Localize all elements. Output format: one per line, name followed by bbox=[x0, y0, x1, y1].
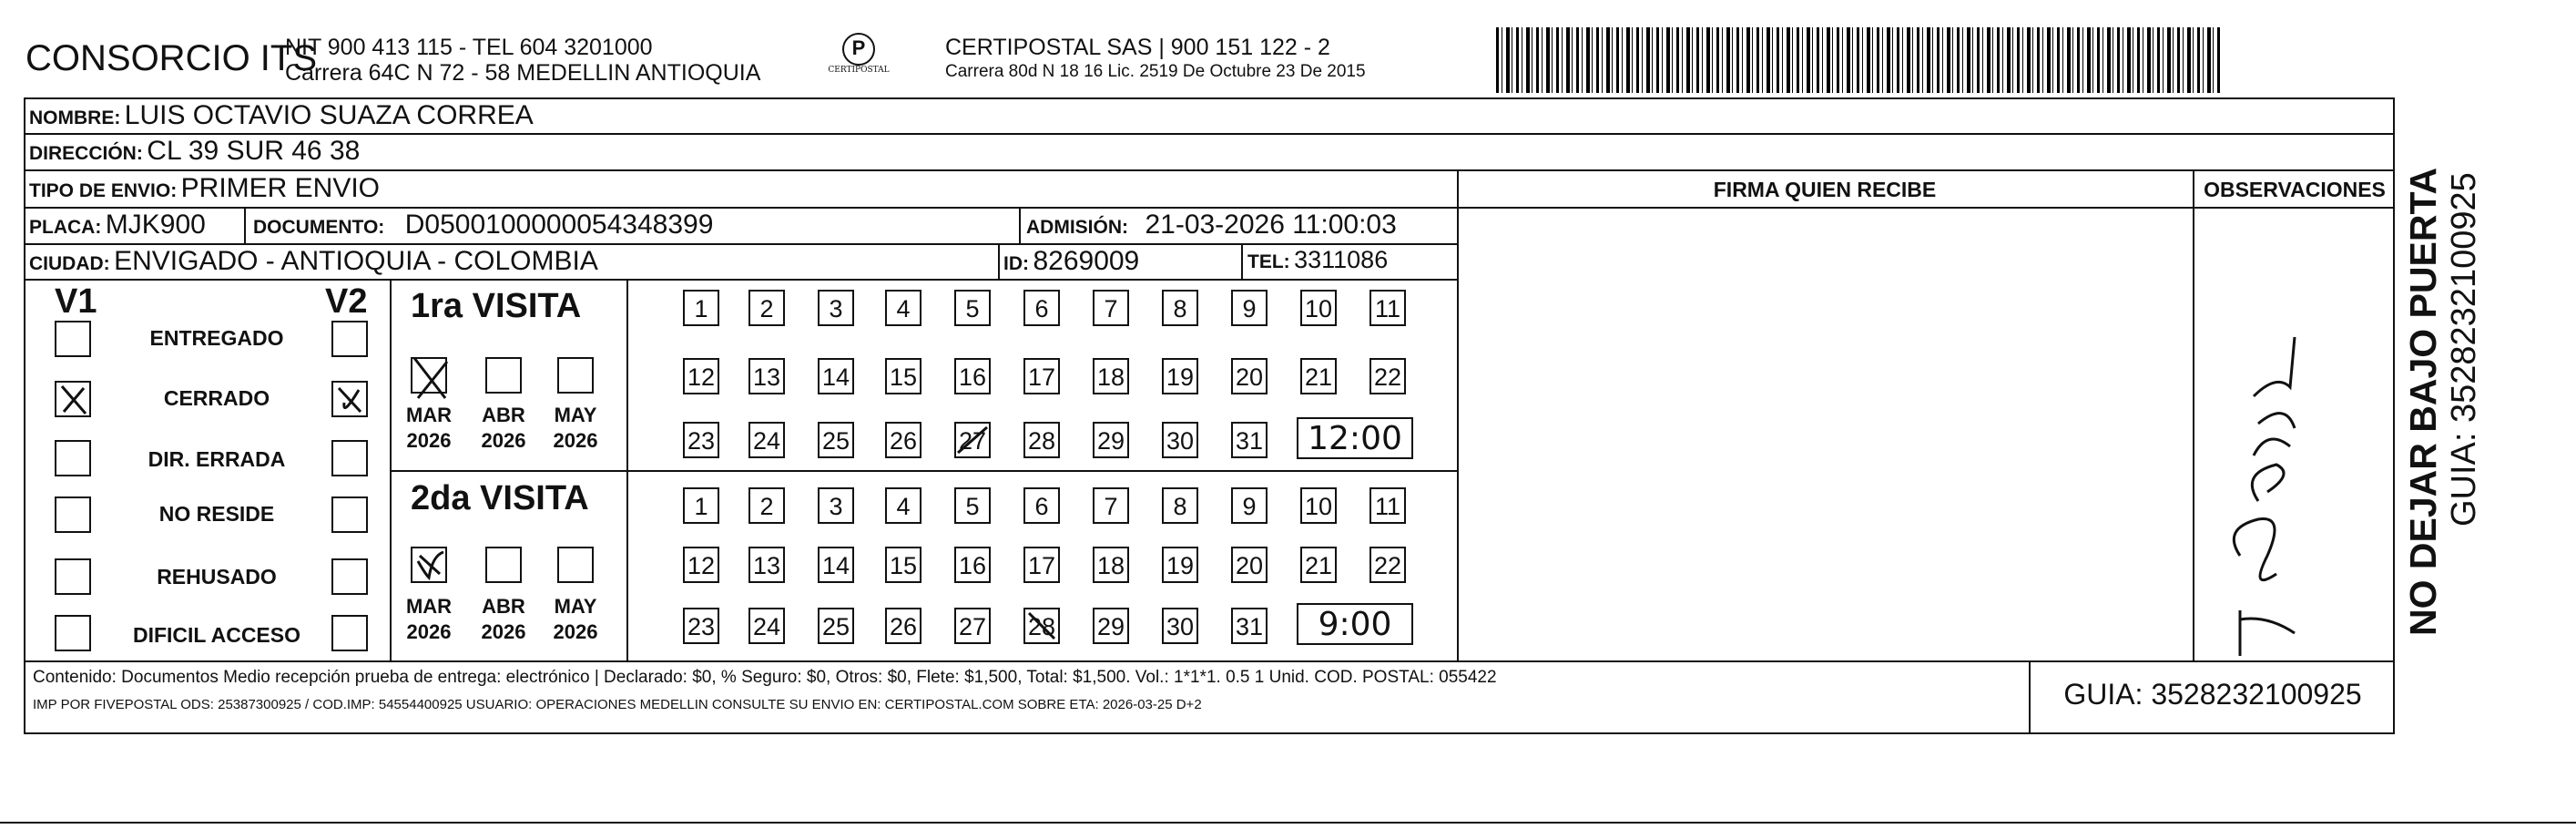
v2-day-12[interactable]: 12 bbox=[683, 547, 719, 583]
v1-day-6[interactable]: 6 bbox=[1023, 290, 1060, 326]
visit2-mar-checkbox[interactable] bbox=[411, 547, 447, 583]
visit1-month-may bbox=[548, 403, 603, 454]
company-address: Carrera 64C N 72 - 58 MEDELLIN ANTIOQUIA bbox=[285, 60, 761, 86]
status-rehusado-label: REHUSADO bbox=[157, 565, 277, 588]
divider-v1 bbox=[244, 207, 246, 243]
v2-day-28[interactable]: 28 bbox=[1023, 608, 1060, 644]
v2-day-20[interactable]: 20 bbox=[1231, 547, 1268, 583]
v1-rehusado-checkbox[interactable] bbox=[55, 558, 91, 595]
v2-day-6[interactable]: 6 bbox=[1023, 487, 1060, 524]
v2-day-7[interactable]: 7 bbox=[1093, 487, 1129, 524]
v2-day-3[interactable]: 3 bbox=[818, 487, 854, 524]
documento-row bbox=[253, 210, 713, 241]
v2-day-25[interactable]: 25 bbox=[818, 608, 854, 644]
v1-day-23[interactable]: 23 bbox=[683, 422, 719, 458]
footer-guia: GUIA: 3528232100925 bbox=[2063, 678, 2362, 711]
documento-value: D0500100000054348399 bbox=[404, 210, 714, 240]
v2-no-reside-checkbox[interactable] bbox=[331, 496, 368, 533]
v2-day-13[interactable]: 13 bbox=[748, 547, 785, 583]
v1-day-5[interactable]: 5 bbox=[954, 290, 991, 326]
v1-day-28[interactable]: 28 bbox=[1023, 422, 1060, 458]
ciudad-row bbox=[29, 246, 598, 277]
v2-day-29[interactable]: 29 bbox=[1093, 608, 1129, 644]
visit2-month-mar bbox=[402, 594, 456, 645]
v1-day-24[interactable]: 24 bbox=[748, 422, 785, 458]
nombre-row bbox=[29, 100, 534, 131]
v2-day-9[interactable]: 9 bbox=[1231, 487, 1268, 524]
v1-day-13[interactable]: 13 bbox=[748, 358, 785, 394]
v2-day-19[interactable]: 19 bbox=[1162, 547, 1198, 583]
v1-time-box[interactable]: 12:00 bbox=[1297, 417, 1413, 459]
visit2-month-may bbox=[548, 594, 603, 645]
v2-day-1[interactable]: 1 bbox=[683, 487, 719, 524]
v1-dir-errada-checkbox[interactable] bbox=[55, 440, 91, 476]
visit1-may-year: 2026 bbox=[553, 429, 598, 452]
no-dejar-bajo-puerta: NO DEJAR BAJO PUERTA bbox=[2402, 167, 2444, 636]
visit2-month-abr bbox=[476, 594, 531, 645]
visit1-mar-label: MAR bbox=[405, 404, 453, 426]
logo-icon: P bbox=[842, 33, 875, 66]
direccion-value: CL 39 SUR 46 38 bbox=[147, 136, 361, 166]
divider-observaciones bbox=[2193, 169, 2194, 660]
v1-entregado-checkbox[interactable] bbox=[55, 321, 91, 357]
nombre-value: LUIS OCTAVIO SUAZA CORREA bbox=[124, 100, 534, 130]
ciudad-label: CIUDAD: bbox=[29, 253, 110, 274]
v2-day-14[interactable]: 14 bbox=[818, 547, 854, 583]
v1-day-30[interactable]: 30 bbox=[1162, 422, 1198, 458]
second-visit-title: 2da VISITA bbox=[411, 479, 589, 517]
divider-ciudad bbox=[24, 279, 1457, 281]
carrier-name: CERTIPOSTAL SAS | 900 151 122 - 2 bbox=[945, 35, 1330, 60]
v1-day-25[interactable]: 25 bbox=[818, 422, 854, 458]
v2-day-27[interactable]: 27 bbox=[954, 608, 991, 644]
v2-day-31[interactable]: 31 bbox=[1231, 608, 1268, 644]
admision-row bbox=[1026, 210, 1397, 241]
v1-cerrado-checkbox[interactable] bbox=[55, 381, 91, 417]
v2-rehusado-checkbox[interactable] bbox=[331, 558, 368, 595]
v1-day-19[interactable]: 19 bbox=[1162, 358, 1198, 394]
v1-day-1[interactable]: 1 bbox=[683, 290, 719, 326]
tel-label: TEL: bbox=[1247, 251, 1290, 272]
v2-cerrado-checkbox[interactable] bbox=[331, 381, 368, 417]
certipostal-logo bbox=[822, 33, 895, 87]
direccion-label: DIRECCIÓN: bbox=[29, 143, 143, 164]
v1-day-29[interactable]: 29 bbox=[1093, 422, 1129, 458]
divider-firma-header bbox=[1457, 207, 2395, 209]
first-visit-title: 1ra VISITA bbox=[411, 287, 582, 325]
id-row bbox=[1003, 246, 1139, 277]
v1-day-12[interactable]: 12 bbox=[683, 358, 719, 394]
divider-tipo bbox=[24, 207, 1457, 209]
v1-day-8[interactable]: 8 bbox=[1162, 290, 1198, 326]
v2-day-23[interactable]: 23 bbox=[683, 608, 719, 644]
v2-day-18[interactable]: 18 bbox=[1093, 547, 1129, 583]
status-entregado-label: ENTREGADO bbox=[149, 326, 284, 350]
side-guia: GUIA: 3528232100925 bbox=[2445, 172, 2483, 527]
logo-text: CERTIPOSTAL bbox=[828, 66, 890, 75]
tel-row bbox=[1247, 246, 1388, 274]
tipo-label: TIPO DE ENVIO: bbox=[29, 180, 178, 201]
id-value: 8269009 bbox=[1033, 246, 1140, 276]
carrier-address: Carrera 80d N 18 16 Lic. 2519 De Octubre 23 De 2015 bbox=[945, 62, 1366, 81]
v1-day-18[interactable]: 18 bbox=[1093, 358, 1129, 394]
v1-day-17[interactable]: 17 bbox=[1023, 358, 1060, 394]
observaciones-header: OBSERVACIONES bbox=[2204, 178, 2386, 201]
v1-day-26[interactable]: 26 bbox=[885, 422, 921, 458]
visit2-may-checkbox[interactable] bbox=[557, 547, 594, 583]
v2-day-16[interactable]: 16 bbox=[954, 547, 991, 583]
visit1-may-label: MAY bbox=[554, 404, 597, 426]
v1-day-3[interactable]: 3 bbox=[818, 290, 854, 326]
visit1-abr-label: ABR bbox=[482, 404, 525, 426]
company-name: CONSORCIO ITS bbox=[25, 38, 318, 78]
v1-day-7[interactable]: 7 bbox=[1093, 290, 1129, 326]
v2-day-8[interactable]: 8 bbox=[1162, 487, 1198, 524]
visit2-abr-checkbox[interactable] bbox=[485, 547, 522, 583]
admision-value: 21-03-2026 11:00:03 bbox=[1145, 210, 1397, 240]
v1-day-22[interactable]: 22 bbox=[1369, 358, 1406, 394]
v2-entregado-checkbox[interactable] bbox=[331, 321, 368, 357]
bottom-edge-line bbox=[0, 822, 2576, 824]
tel-value: 3311086 bbox=[1294, 246, 1389, 273]
status-no-reside-label: NO RESIDE bbox=[158, 502, 275, 526]
divider-nombre bbox=[24, 133, 2395, 135]
visit1-month-abr bbox=[476, 403, 531, 454]
v2-day-22[interactable]: 22 bbox=[1369, 547, 1406, 583]
status-dificil-acceso-label: DIFICIL ACCESO bbox=[132, 623, 300, 647]
v2-day-5[interactable]: 5 bbox=[954, 487, 991, 524]
barcode bbox=[1496, 27, 2222, 93]
visit1-abr-checkbox[interactable] bbox=[485, 357, 522, 394]
v2-day-4[interactable]: 4 bbox=[885, 487, 921, 524]
company-nit: NIT 900 413 115 - TEL 604 3201000 bbox=[285, 35, 653, 60]
v1-day-16[interactable]: 16 bbox=[954, 358, 991, 394]
v2-day-10[interactable]: 10 bbox=[1300, 487, 1337, 524]
divider-footer bbox=[24, 660, 2395, 662]
visit1-abr-year: 2026 bbox=[481, 429, 526, 452]
tipo-row bbox=[29, 173, 380, 204]
divider-v3 bbox=[998, 243, 1000, 279]
status-dir-errada-label: DIR. ERRADA bbox=[148, 447, 286, 471]
v1-day-9[interactable]: 9 bbox=[1231, 290, 1268, 326]
v2-day-11[interactable]: 11 bbox=[1369, 487, 1406, 524]
v1-day-14[interactable]: 14 bbox=[818, 358, 854, 394]
v1-day-10[interactable]: 10 bbox=[1300, 290, 1337, 326]
v1-day-20[interactable]: 20 bbox=[1231, 358, 1268, 394]
v1-day-11[interactable]: 11 bbox=[1369, 290, 1406, 326]
side-text-block bbox=[2402, 126, 2484, 636]
v1-day-15[interactable]: 15 bbox=[885, 358, 921, 394]
v2-day-24[interactable]: 24 bbox=[748, 608, 785, 644]
visit1-mar-checkbox[interactable] bbox=[411, 357, 447, 394]
visit2-may-label: MAY bbox=[554, 595, 597, 618]
divider-direccion bbox=[24, 169, 2395, 171]
v2-day-21[interactable]: 21 bbox=[1300, 547, 1337, 583]
placa-row bbox=[29, 210, 206, 241]
v2-dir-errada-checkbox[interactable] bbox=[331, 440, 368, 476]
tipo-value: PRIMER ENVIO bbox=[180, 173, 381, 203]
nombre-label: NOMBRE: bbox=[29, 107, 121, 128]
placa-label: PLACA: bbox=[29, 217, 102, 238]
v1-day-2[interactable]: 2 bbox=[748, 290, 785, 326]
v1-dificil-acceso-checkbox[interactable] bbox=[55, 615, 91, 651]
v1-day-31[interactable]: 31 bbox=[1231, 422, 1268, 458]
ciudad-value: ENVIGADO - ANTIOQUIA - COLOMBIA bbox=[114, 246, 598, 276]
status-cerrado-label: CERRADO bbox=[163, 386, 270, 410]
visit2-mar-label: MAR bbox=[405, 595, 453, 618]
v1-no-reside-checkbox[interactable] bbox=[55, 496, 91, 533]
divider-v2 bbox=[1019, 207, 1021, 243]
imp-text: IMP POR FIVEPOSTAL ODS: 25387300925 / COD.IMP: 54554400925 USUARIO: OPERACIONES MEDELLIN CONSULTE SU ENVIO EN: CERTIPOSTAL.COM SOBRE ETA: 2026-03-25 D+2 bbox=[33, 697, 1202, 712]
contenido-text: Contenido: Documentos Medio recepción prueba de entrega: electrónico | Declarado: $0, % Seguro: $0, Otros: $0, Flete: $1,500, Total: $1,500. Vol.: 1*1*1. 0.5 1 Unid. COD. POSTAL: 055422 bbox=[33, 668, 1497, 687]
v2-day-15[interactable]: 15 bbox=[885, 547, 921, 583]
visit2-abr-year: 2026 bbox=[481, 620, 526, 643]
direccion-row bbox=[29, 136, 360, 167]
v1-day-27[interactable]: 27 bbox=[954, 422, 991, 458]
documento-label: DOCUMENTO: bbox=[253, 217, 385, 238]
firma-header: FIRMA QUIEN RECIBE bbox=[1713, 178, 1937, 201]
admision-label: ADMISIÓN: bbox=[1026, 217, 1128, 238]
v2-day-17[interactable]: 17 bbox=[1023, 547, 1060, 583]
v2-day-26[interactable]: 26 bbox=[885, 608, 921, 644]
v1-header: V1 bbox=[55, 282, 97, 321]
v1-day-4[interactable]: 4 bbox=[885, 290, 921, 326]
visit1-mar-year: 2026 bbox=[406, 429, 452, 452]
visit2-mar-year: 2026 bbox=[406, 620, 452, 643]
v2-day-2[interactable]: 2 bbox=[748, 487, 785, 524]
v2-time-box[interactable]: 9:00 bbox=[1297, 603, 1413, 645]
placa-value: MJK900 bbox=[105, 210, 206, 240]
v2-day-30[interactable]: 30 bbox=[1162, 608, 1198, 644]
visit1-month-mar bbox=[402, 403, 456, 454]
visit2-may-year: 2026 bbox=[553, 620, 598, 643]
id-label: ID: bbox=[1003, 253, 1029, 274]
v1-day-21[interactable]: 21 bbox=[1300, 358, 1337, 394]
visit2-abr-label: ABR bbox=[482, 595, 525, 618]
divider-visits bbox=[392, 470, 1457, 472]
visit1-may-checkbox[interactable] bbox=[557, 357, 594, 394]
divider-v4 bbox=[1241, 243, 1243, 279]
v2-dificil-acceso-checkbox[interactable] bbox=[331, 615, 368, 651]
divider-firma bbox=[1457, 169, 1459, 660]
v2-header: V2 bbox=[325, 282, 368, 321]
